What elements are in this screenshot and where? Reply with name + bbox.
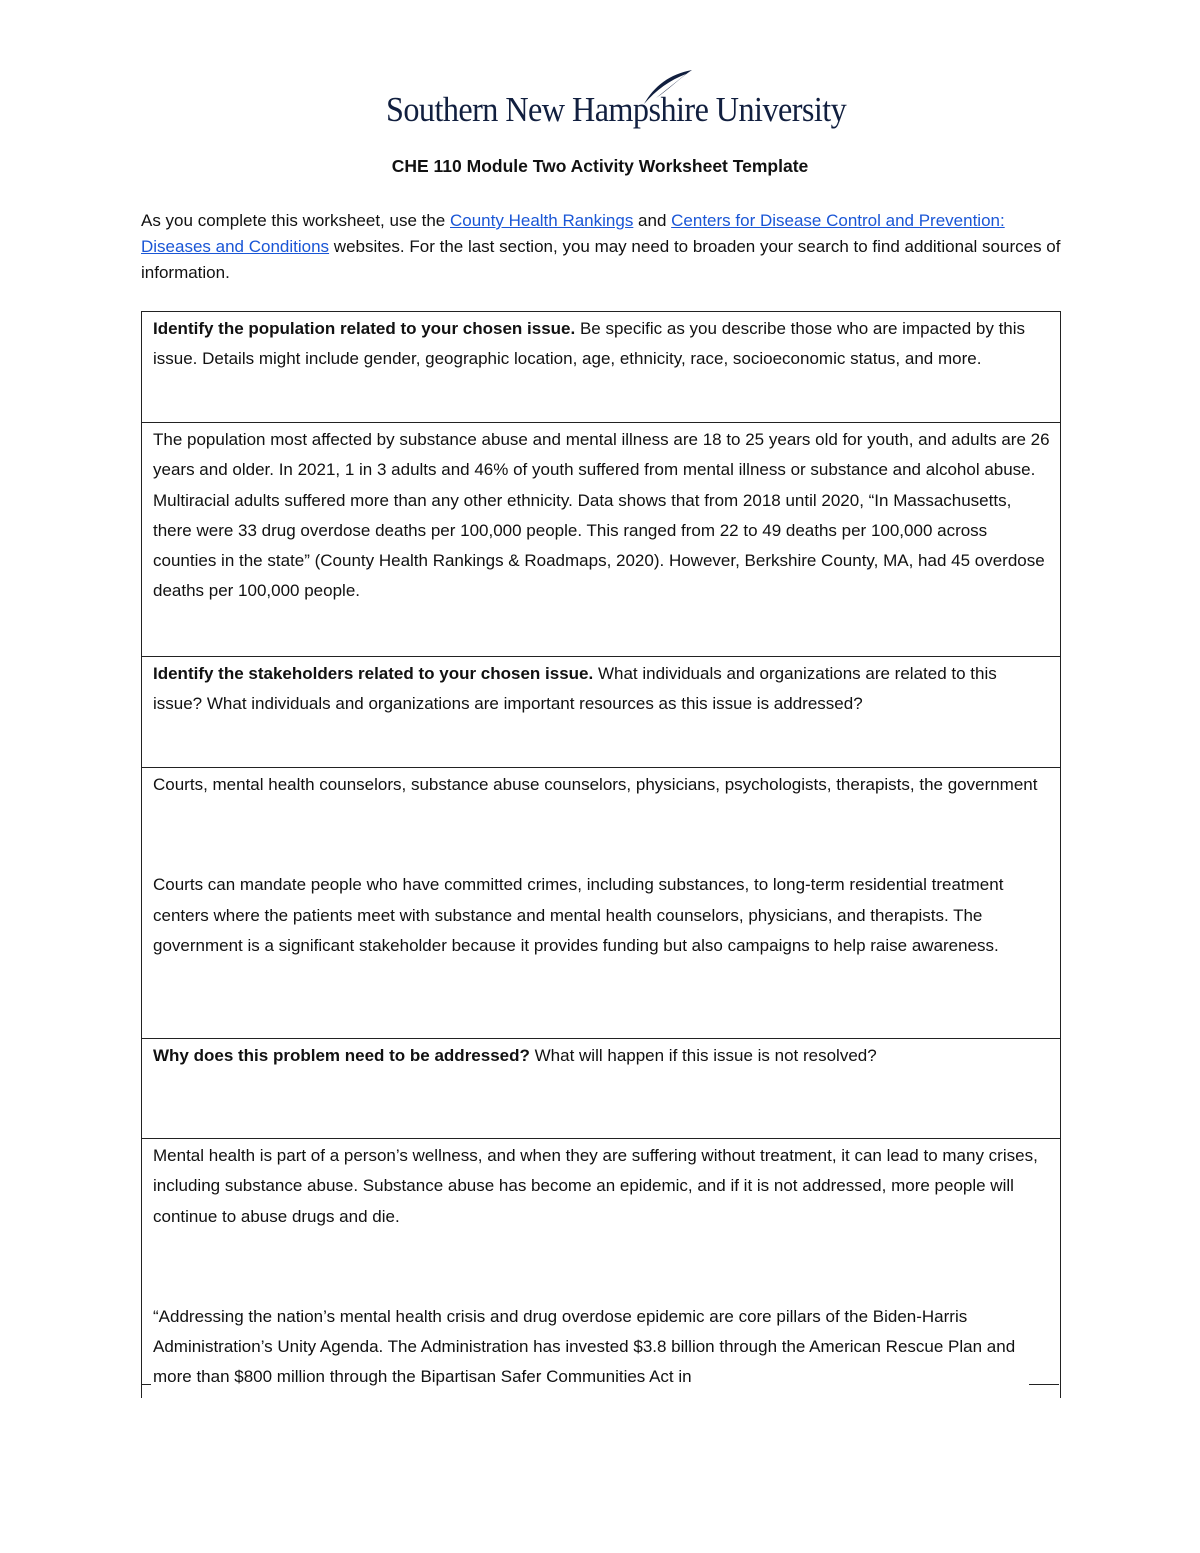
population-question-text: Be specific as you describe those who are impacted by this issue. Details might include gender, geographic location, age, ethnicity, race, socioeconomic status, and more. <box>153 319 1026 369</box>
problem-question-text: What will happen if this issue is not resolved? <box>529 1046 877 1065</box>
logo-wordmark: Southern New Hampshire University <box>386 90 847 129</box>
intro-paragraph <box>141 208 1061 286</box>
population-answer-cell <box>142 422 1060 656</box>
problem-question-heading: Why does this problem need to be addressed? <box>153 1046 530 1065</box>
population-question-cell <box>142 311 1060 422</box>
population-answer-text: The population most affected by substance abuse and mental illness are 18 to 25 years old for youth, and adults are 26 years and older. In 2021, 1 in 3 adults and 46% of youth suffered from mental illness or substance and alcohol abuse. Multiracial adults suffered more than any other ethnicity. Data shows that from 2018 until 2020, “In Massachusetts, there were 33 drug overdose deaths per 100,000 people. This ranged from 22 to 49 deaths per 100,000 across counties in the state” (County Health Rankings & Roadmaps, 2020). However, Berkshire County, MA, had 45 overdose deaths per 100,000 people. <box>153 430 1050 601</box>
leaf-icon <box>636 68 696 108</box>
county-health-rankings-link[interactable]: County Health Rankings <box>450 211 634 230</box>
stakeholders-question-cell <box>142 656 1060 767</box>
intro-text-1: As you complete this worksheet, use the <box>141 211 450 230</box>
stakeholders-list: Courts, mental health counselors, substance abuse counselors, physicians, psychologists, therapists, the government <box>153 775 1038 794</box>
university-logo <box>386 68 847 138</box>
document-title: CHE 110 Module Two Activity Worksheet Template <box>391 156 809 176</box>
population-question-heading: Identify the population related to your chosen issue. <box>153 319 576 338</box>
table-bottom-edge <box>141 1384 1059 1388</box>
worksheet-table <box>141 311 1061 1398</box>
stakeholders-answer-cell <box>142 767 1060 1038</box>
intro-text-3: websites. For the last section, you may need to broaden your search to find additional sources of information. <box>141 237 1061 282</box>
intro-text-2: and <box>633 211 672 230</box>
problem-answer-quote: “Addressing the nation’s mental health crisis and drug overdose epidemic are core pillars of the Biden-Harris Administration’s Unity Agenda. The Administration has invested $3.8 billion through the American Rescue Plan and more than $800 million through the Bipartisan Safer Communities Act in <box>153 1306 1016 1387</box>
problem-answer-cell <box>142 1138 1060 1398</box>
cdc-diseases-link[interactable]: Centers for Disease Control and Prevention: Diseases and Conditions <box>141 211 1005 256</box>
problem-question-cell <box>142 1038 1060 1138</box>
stakeholders-question-text: What individuals and organizations are related to this issue? What individuals and organizations are important resources as this issue is addressed? <box>153 664 997 714</box>
stakeholders-explanation: Courts can mandate people who have committed crimes, including substances, to long-term residential treatment centers where the patients meet with substance and mental health counselors, physicians, and therapists. The government is a significant stakeholder because it provides funding but also campaigns to help raise awareness. <box>153 875 1004 955</box>
problem-answer-text: Mental health is part of a person’s wellness, and when they are suffering without treatment, it can lead to many crises, including substance abuse. Substance abuse has become an epidemic, and if it is not addressed, more people will continue to abuse drugs and die. <box>153 1146 1038 1226</box>
stakeholders-question-heading: Identify the stakeholders related to your chosen issue. <box>153 664 594 683</box>
